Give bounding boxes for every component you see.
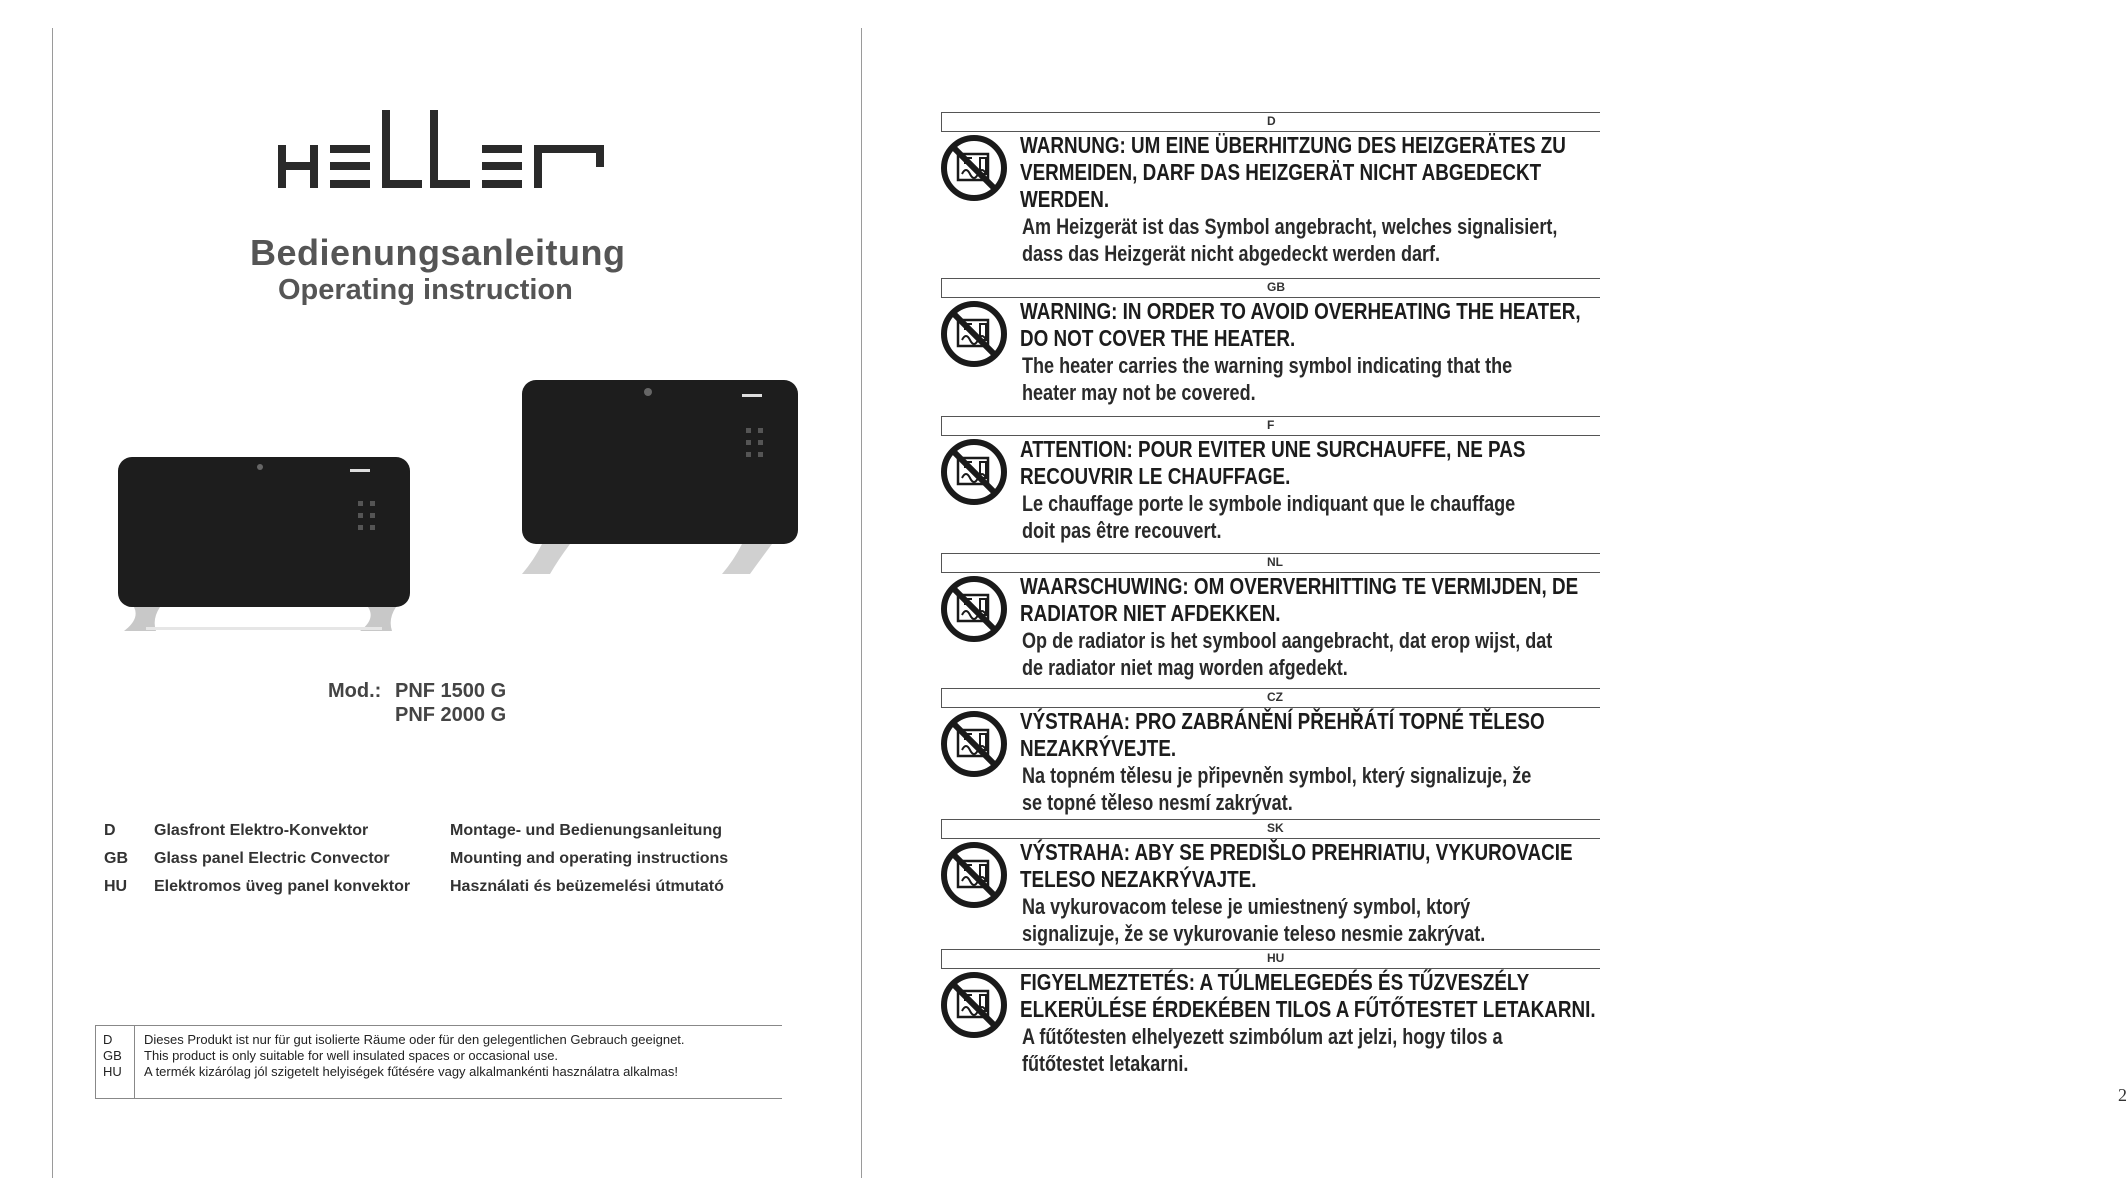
language-code: D	[1267, 114, 1276, 128]
document-name: Használati és beüzemelési útmutató	[450, 878, 724, 895]
notice-code: GB	[103, 1048, 122, 1063]
language-bar	[941, 278, 1600, 298]
language-code: F	[1267, 418, 1275, 432]
document-name: Montage- und Bedienungsanleitung	[450, 822, 722, 839]
warning-heading-line: TELESO NEZAKRÝVAJTE.	[1020, 866, 1257, 892]
no-cover-heater-icon	[940, 134, 1008, 202]
warning-heading-line: WERDEN.	[1020, 186, 1110, 212]
document-name: Mounting and operating instructions	[450, 850, 729, 867]
cover-page	[0, 0, 860, 1190]
notice-code: HU	[103, 1064, 122, 1079]
notice-text: Dieses Produkt ist nur für gut isolierte Räume oder für den gelegentlichen Gebrauch geeignet.	[144, 1032, 685, 1047]
language-code: HU	[1267, 951, 1285, 965]
language-code: NL	[1267, 555, 1283, 569]
warning-heading-line: WAARSCHUWING: OM OVERVERHITTING TE VERMIJDEN, DE	[1020, 573, 1579, 599]
language-code: GB	[1267, 280, 1285, 294]
page-number: 2	[2118, 1085, 2127, 1105]
warning-body-line: se topné těleso nesmí zakrývat.	[1022, 790, 1293, 815]
warning-body-line: heater may not be covered.	[1022, 380, 1256, 405]
notice-text: This product is only suitable for well insulated spaces or occasional use.	[144, 1048, 559, 1063]
model-2: PNF 2000 G	[395, 704, 507, 726]
warning-heading-line: FIGYELMEZTETÉS: A TÚLMELEGEDÉS ÉS TŰZVESZÉLY	[1020, 969, 1530, 995]
brand-text: HELLER	[278, 110, 282, 111]
language-code: SK	[1267, 821, 1284, 835]
no-cover-heater-icon	[940, 710, 1008, 778]
product-name: Glass panel Electric Convector	[154, 850, 390, 867]
language-bar	[941, 949, 1600, 969]
no-cover-heater-icon	[940, 300, 1008, 368]
notice-text: A termék kizárólag jól szigetelt helyiségek fűtésére vagy alkalmankénti használatra alkalmas!	[144, 1064, 678, 1079]
suitability-notice	[95, 1025, 782, 1099]
language-bar	[941, 112, 1600, 132]
warning-heading-line: DO NOT COVER THE HEATER.	[1020, 325, 1296, 351]
product-name: Glasfront Elektro-Konvektor	[154, 822, 369, 839]
warnings-page	[860, 0, 2127, 1190]
language-bar	[941, 688, 1600, 708]
language-code: CZ	[1267, 690, 1283, 704]
warning-body-line: fűtőtestet letakarni.	[1022, 1051, 1189, 1076]
model-label: Mod.:	[328, 680, 382, 702]
heller-logo	[278, 110, 618, 190]
warning-heading-line: ELKERÜLÉSE ÉRDEKÉBEN TILOS A FŰTŐTESTET LETAKARNI.	[1020, 996, 1596, 1022]
warning-heading-line: WARNING: IN ORDER TO AVOID OVERHEATING THE HEATER,	[1020, 298, 1581, 324]
product-name: Elektromos üveg panel konvektor	[154, 878, 411, 895]
no-cover-heater-icon	[940, 841, 1008, 909]
no-cover-heater-icon	[940, 575, 1008, 643]
warning-body-line: doit pas être recouvert.	[1022, 518, 1222, 543]
warning-heading-line: VÝSTRAHA: PRO ZABRÁNĚNÍ PŘEHŘÁTÍ TOPNÉ TĚLESO	[1020, 708, 1545, 734]
warning-heading-line: NEZAKRÝVEJTE.	[1020, 735, 1177, 761]
notice-code: D	[103, 1032, 113, 1047]
warning-body-line: A fűtőtesten elhelyezett szimbólum azt jelzi, hogy tilos a	[1022, 1024, 1503, 1049]
title-en: Operating instruction	[278, 274, 573, 306]
warning-body-line: signalizuje, že se vykurovanie teleso nesmie zakrývat.	[1022, 921, 1486, 946]
warning-heading-line: WARNUNG: UM EINE ÜBERHITZUNG DES HEIZGERÄTES ZU	[1020, 132, 1566, 158]
warning-heading-line: RADIATOR NIET AFDEKKEN.	[1020, 600, 1281, 626]
language-bar	[941, 416, 1600, 436]
heater-image-large	[520, 378, 800, 578]
no-cover-heater-icon	[940, 438, 1008, 506]
language-bar	[941, 819, 1600, 839]
warning-body-line: de radiator niet mag worden afgedekt.	[1022, 655, 1348, 680]
heater-image-small	[116, 455, 412, 633]
model-1: PNF 1500 G	[395, 680, 507, 702]
warning-body-line: Na vykurovacom telese je umiestnený symbol, ktorý	[1022, 894, 1471, 919]
warning-body-line: The heater carries the warning symbol indicating that the	[1022, 353, 1513, 378]
warning-body-line: Op de radiator is het symbool aangebracht, dat erop wijst, dat	[1022, 628, 1553, 653]
no-cover-heater-icon	[940, 971, 1008, 1039]
warning-heading-line: VÝSTRAHA: ABY SE PREDIŠLO PREHRIATIU, VYKUROVACIE	[1020, 839, 1573, 865]
warning-heading-line: VERMEIDEN, DARF DAS HEIZGERÄT NICHT ABGEDECKT	[1020, 159, 1542, 185]
language-code: GB	[104, 850, 128, 867]
language-code: D	[104, 822, 116, 839]
title-de: Bedienungsanleitung	[250, 232, 626, 273]
warning-heading-line: ATTENTION: POUR EVITER UNE SURCHAUFFE, NE PAS	[1020, 436, 1526, 462]
warning-heading-line: RECOUVRIR LE CHAUFFAGE.	[1020, 463, 1291, 489]
warning-body-line: dass das Heizgerät nicht abgedeckt werden darf.	[1022, 241, 1441, 266]
language-bar	[941, 553, 1600, 573]
warning-body-line: Na topném tělesu je připevněn symbol, který signalizuje, že	[1022, 763, 1532, 788]
warning-body-line: Am Heizgerät ist das Symbol angebracht, welches signalisiert,	[1022, 214, 1558, 239]
warning-body-line: Le chauffage porte le symbole indiquant que le chauffage	[1022, 491, 1516, 516]
language-code: HU	[104, 878, 128, 895]
